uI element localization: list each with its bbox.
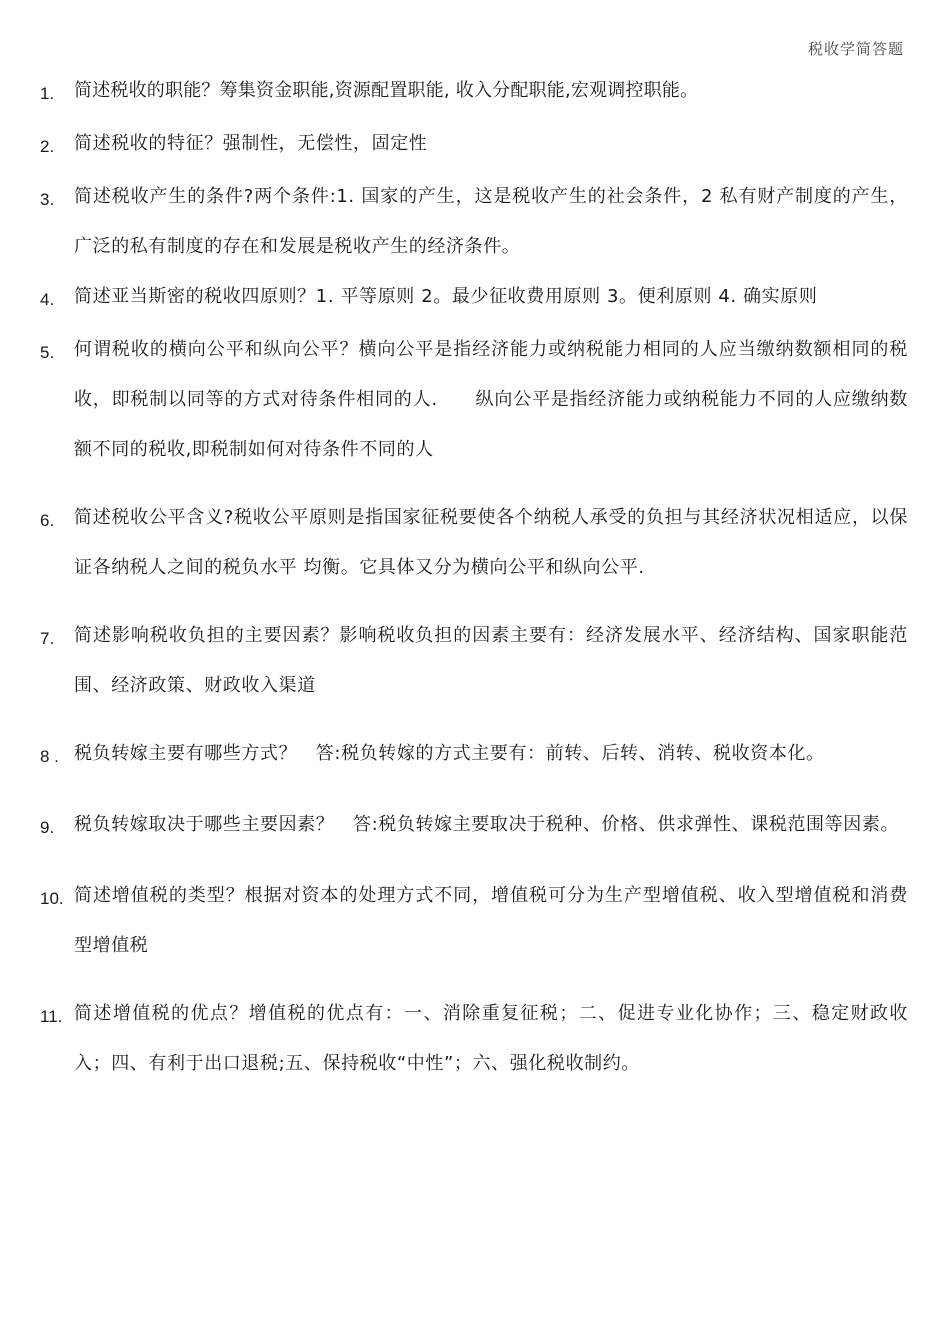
list-item bbox=[40, 493, 908, 593]
list-item bbox=[40, 119, 908, 172]
item-text: 税负转嫁主要有哪些方式？ 答:税负转嫁的方式主要有：前转、后转、消转、税收资本化。 bbox=[74, 743, 825, 764]
qa-list bbox=[40, 66, 908, 1089]
list-item bbox=[40, 729, 908, 782]
item-text: 简述税收产生的条件?两个条件:1. 国家的产生，这是税收产生的社会条件，2 私有财产制度的产生，广泛的私有制度的存在和发展是税收产生的经济条件。 bbox=[74, 186, 908, 257]
item-text: 简述影响税收负担的主要因素？影响税收负担的因素主要有：经济发展水平、经济结构、国家职能范围、经济政策、财政收入渠道 bbox=[74, 625, 908, 696]
list-item bbox=[40, 325, 908, 475]
item-number: 4. bbox=[40, 290, 55, 309]
item-number: 3. bbox=[40, 190, 55, 209]
item-number: 11. bbox=[40, 1007, 63, 1026]
item-number: 1. bbox=[40, 84, 55, 103]
item-text: 税负转嫁取决于哪些主要因素？ 答:税负转嫁主要取决于税种、价格、供求弹性、课税范围等因素。 bbox=[74, 814, 900, 835]
item-text: 简述增值税的优点？增值税的优点有：一、消除重复征税；二、促进专业化协作；三、稳定财政收入；四、有利于出口退税;五、保持税收“中性”；六、强化税收制约。 bbox=[74, 1003, 908, 1074]
list-item bbox=[40, 871, 908, 971]
list-item bbox=[40, 800, 908, 853]
list-item bbox=[40, 989, 908, 1089]
item-text: 何谓税收的横向公平和纵向公平？横向公平是指经济能力或纳税能力相同的人应当缴纳数额相同的税收，即税制以同等的方式对待条件相同的人. 纵向公平是指经济能力或纳税能力不同的人应缴纳数额不同的税收,即税制如何对待条件不同的人 bbox=[74, 339, 908, 460]
item-number: 2. bbox=[40, 137, 55, 156]
item-text: 简述税收的职能？筹集资金职能,资源配置职能, 收入分配职能,宏观调控职能。 bbox=[74, 80, 699, 101]
item-number: 9. bbox=[40, 818, 55, 837]
list-item bbox=[40, 611, 908, 711]
item-text: 简述税收的特征？强制性，无偿性，固定性 bbox=[74, 133, 428, 154]
list-item bbox=[40, 172, 908, 272]
item-text: 简述增值税的类型？根据对资本的处理方式不同，增值税可分为生产型增值税、收入型增值税和消费型增值税 bbox=[74, 885, 908, 956]
item-number: 8 . bbox=[40, 747, 59, 766]
item-number: 7. bbox=[40, 629, 55, 648]
item-number: 5. bbox=[40, 343, 55, 362]
running-header: 税收学简答题 bbox=[807, 40, 904, 58]
item-number: 6. bbox=[40, 511, 55, 530]
list-item bbox=[40, 66, 908, 119]
item-text: 简述亚当斯密的税收四原则？1. 平等原则 2。最少征收费用原则 3。便利原则 4. 确实原则 bbox=[74, 286, 818, 307]
item-number: 10. bbox=[40, 889, 64, 908]
item-text: 简述税收公平含义?税收公平原则是指国家征税要使各个纳税人承受的负担与其经济状况相适应，以保证各纳税人之间的税负水平 均衡。它具体又分为横向公平和纵向公平. bbox=[74, 507, 908, 578]
list-item bbox=[40, 272, 908, 325]
